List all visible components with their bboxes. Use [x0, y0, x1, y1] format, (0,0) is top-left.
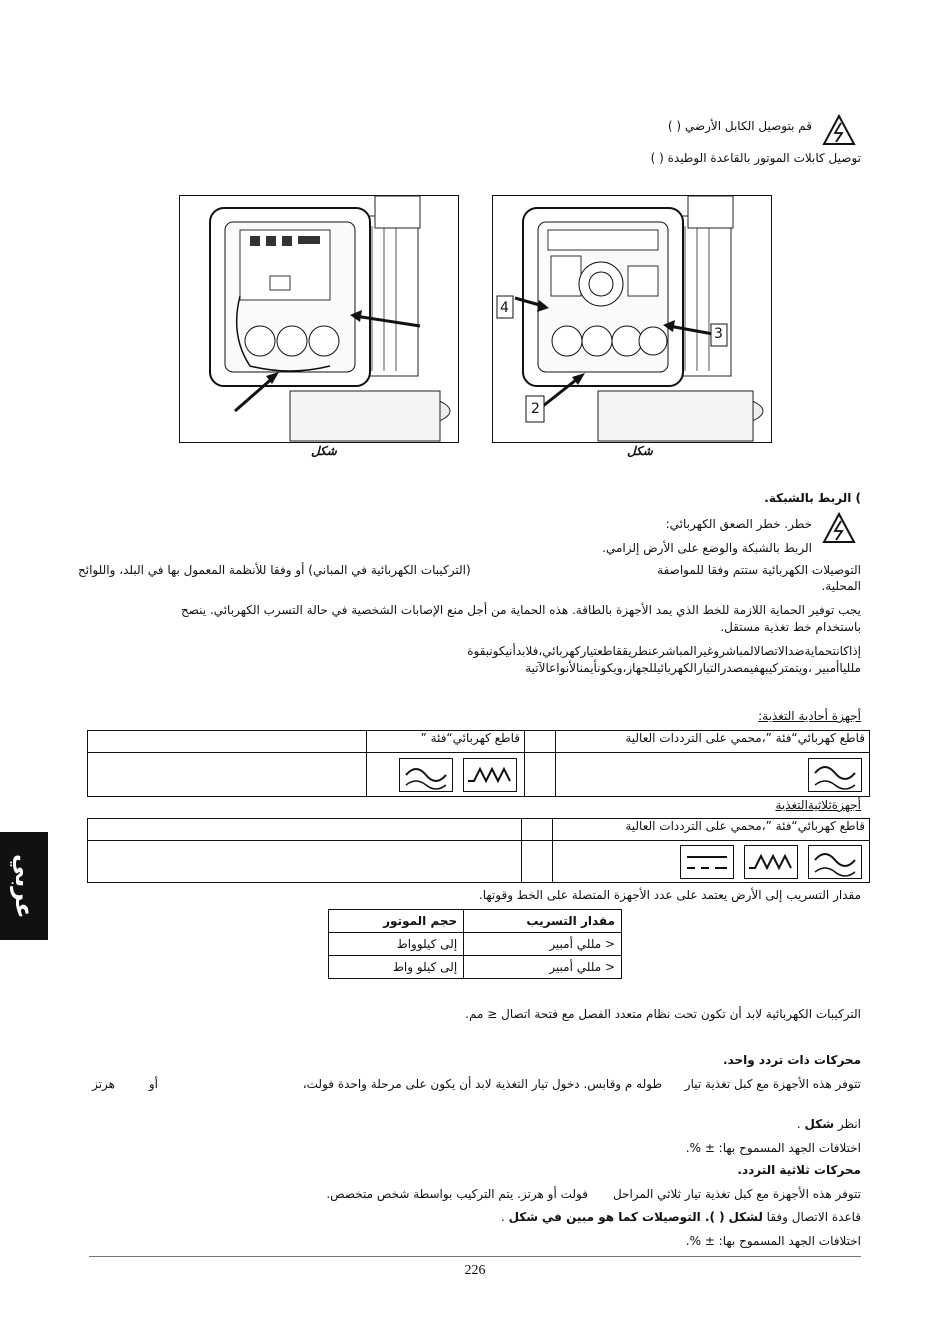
table-row: إلى كيلو واط < مللي أمبير	[329, 956, 622, 979]
motor-cables-text: توصيل كابلات الموتور بالقاعدة الوطيدة ( )	[650, 151, 861, 165]
callout-2: 2	[531, 401, 540, 417]
mains-heading: ) الربط بالشبكة.	[764, 491, 861, 505]
three-connection: قاعدة الاتصال وفقا لشكل ( ). التوصيلات كما هو مبين في شكل .	[500, 1210, 861, 1224]
single-supply-mid: طوله م وقابس. دخول تيار التغذية لابد أن يكون على مرحلة واحدة فولت،	[302, 1077, 662, 1091]
rcd-line2: مللياأمبير ،ويتمتركيبهفيمصدرالتيارالكهربائيللجهاز،ويكونأيمنالأنواعالآتية	[525, 661, 861, 675]
single-tolerance: اختلافات الجهد المسموح بها: ± %.	[685, 1141, 861, 1155]
pump-wiring-illustration-left	[180, 196, 458, 442]
protection-cont: باستخدام خط تغذية مستقل.	[720, 620, 861, 634]
three-supply-mid: فولت أو هرتز. يتم التركيب بواسطة شخص متخصص.	[326, 1187, 588, 1201]
warning-triangle-icon	[822, 114, 856, 146]
callout-4: 4	[500, 300, 509, 316]
installations-text-cont: المحلية.	[821, 579, 861, 593]
three-phase-heading: أجهزةثلاثيةالتغذية	[775, 798, 861, 812]
ac-pulsating-current-icon	[463, 758, 517, 792]
callout-3: 3	[714, 326, 723, 342]
single-phase-right-label: قاطع كهربائي“فئة ”،محمي على الترددات العالية	[556, 731, 870, 753]
ac-current-icon	[808, 845, 862, 879]
ac-pulsating-current-icon	[744, 845, 798, 879]
footer-rule	[89, 1256, 861, 1257]
single-motors-heading: محركات ذات تردد واحد.	[723, 1053, 861, 1067]
table-row: إلى كيلوواط < مللي أمبير	[329, 933, 622, 956]
three-phase-right-label: قاطع كهربائي“فئة ”،محمي على الترددات العالية	[553, 819, 870, 841]
three-motors-heading: محركات ثلاثية التردد.	[737, 1163, 861, 1177]
three-supply-right: تتوفر هذه الأجهزة مع كبل تغذية تيار ثلاثي المراحل	[612, 1187, 861, 1201]
figure-right-caption: شكل	[627, 444, 653, 458]
language-tab: عربي	[0, 832, 48, 940]
figure-left-caption: شكل	[311, 444, 337, 458]
leakage-table	[328, 909, 622, 979]
installations-text-left: (التركيبات الكهربائية في المباني) أو وفقا للأنظمة المعمول بها في البلد، واللوائح	[78, 563, 471, 577]
three-tolerance: اختلافات الجهد المسموح بها: ± %.	[685, 1234, 861, 1248]
warning-triangle-icon	[822, 512, 856, 544]
single-phase-heading: أجهزة أحادية التغذية:	[758, 709, 861, 723]
page-number: 226	[464, 1263, 486, 1278]
dc-current-icon	[680, 845, 734, 879]
single-supply-right: تتوفر هذه الأجهزة مع كبل تغذية تيار	[684, 1077, 861, 1091]
installations-text-right: التوصيلات الكهربائية ستتم وفقا للمواصفة	[657, 563, 861, 577]
figure-left	[179, 195, 459, 443]
single-supply-hz: هرتز	[92, 1077, 115, 1091]
single-phase-left-label: قاطع كهربائي“فئة ”	[367, 731, 525, 753]
leakage-intro: مقدار التسريب إلى الأرض يعتمد على عدد الأجهزة المتصلة على الخط وقوتها.	[478, 888, 861, 902]
single-supply-or: أو	[148, 1077, 158, 1091]
ac-current-icon	[399, 758, 453, 792]
isolation-text: التركيبات الكهربائية لابد أن تكون تحت نظام متعدد الفصل مع فتحة اتصال ≤ مم.	[465, 1007, 861, 1021]
single-see-figure: انظر شكل .	[796, 1117, 861, 1131]
header-motor-size: حجم الموتور	[329, 910, 464, 933]
ac-current-icon	[808, 758, 862, 792]
figure-right	[492, 195, 772, 443]
header-leakage: مقدار التسريب	[464, 910, 622, 933]
protection-text: يجب توفير الحماية اللازمة للخط الذي يمد الأجهزة بالطاقة. هذه الحماية من أجل منع الإصابات الشخصية في حالة التسرب الكهربائي. ينصح	[180, 603, 861, 617]
ground-cable-text: قم بتوصيل الكابل الأرضي ( )	[667, 119, 812, 133]
three-phase-table	[87, 818, 870, 883]
danger-text: خطر. خطر الصعق الكهربائي:	[665, 517, 812, 531]
single-phase-table	[87, 730, 870, 797]
grounding-text: الربط بالشبكة والوضع على الأرض إلزامي.	[602, 541, 812, 555]
rcd-line1: إذاكانتحمايةضدالاتصالالمباشروغيرالمباشرعنطريققاطعتياركهربائي،فلابدأنيكونبقوة	[467, 644, 861, 658]
